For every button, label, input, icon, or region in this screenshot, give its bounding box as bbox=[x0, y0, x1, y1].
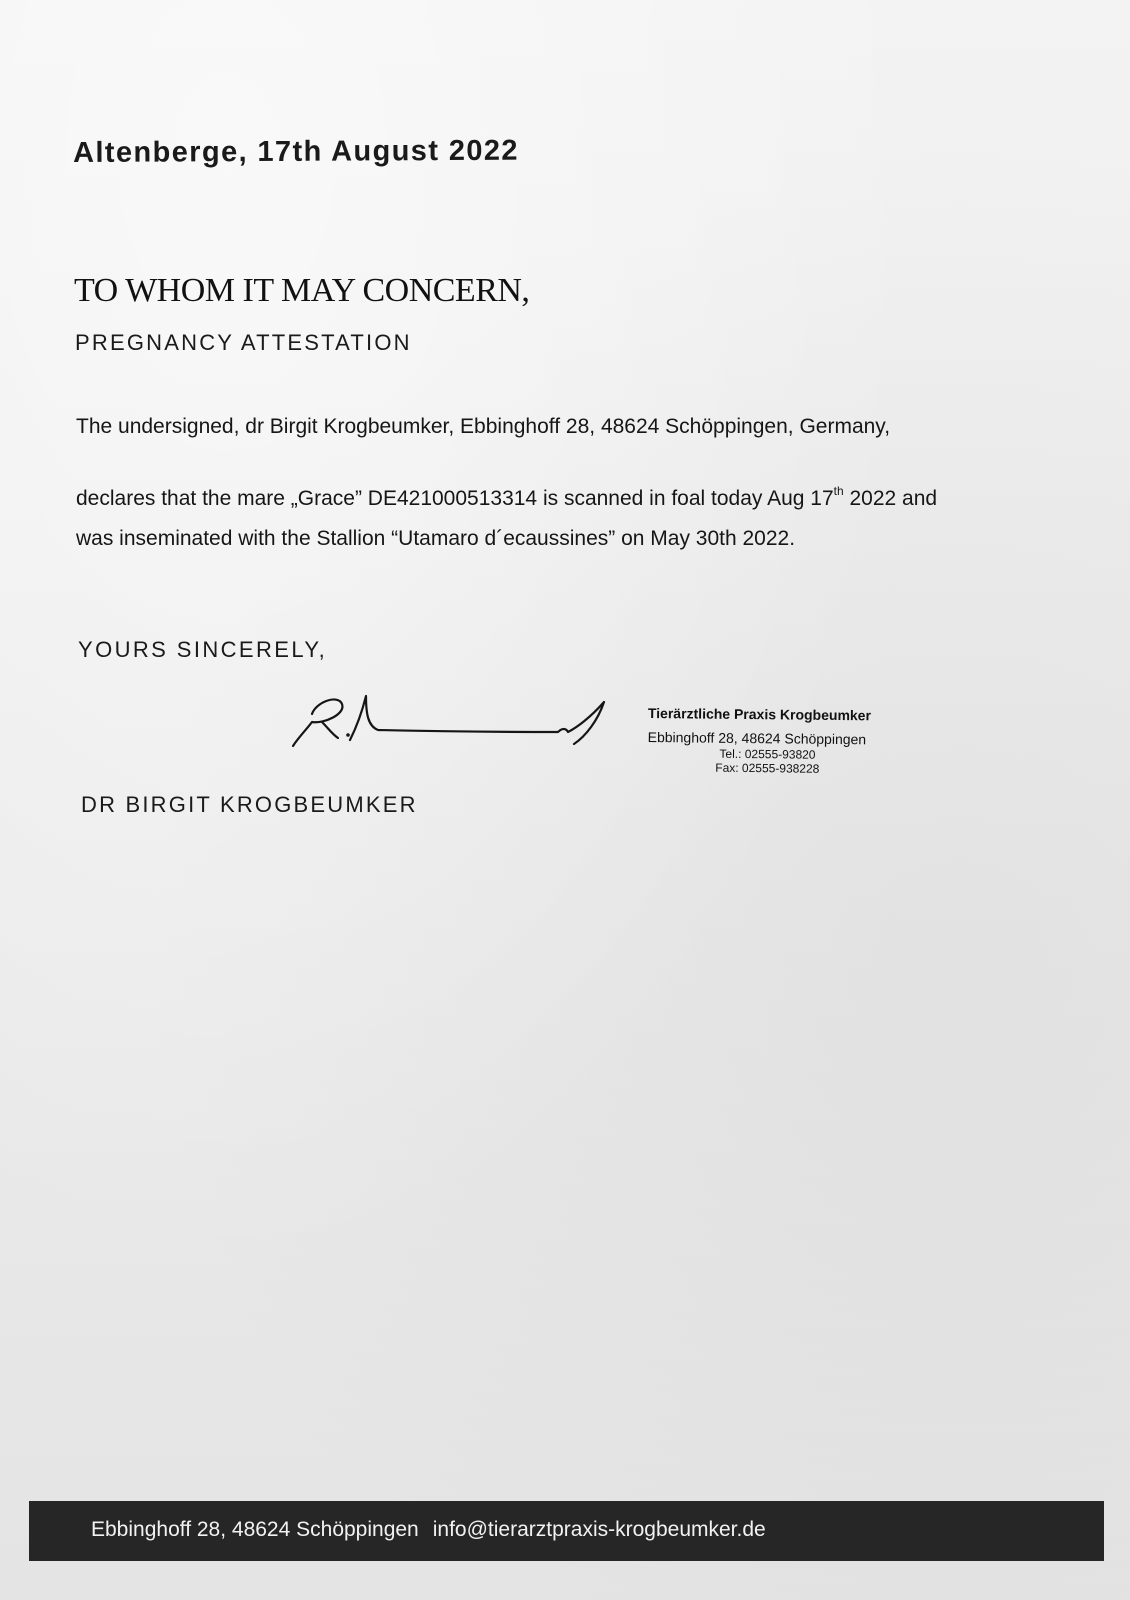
body-line-2-end: 2022 and bbox=[843, 487, 938, 510]
footer-contact bbox=[91, 1518, 766, 1542]
body-line-2-text: declares that the mare „Grace” DE421000513314 is scanned in foal today Aug 17 bbox=[76, 487, 834, 510]
subject-line: PREGNANCY ATTESTATION bbox=[75, 330, 412, 355]
stamp-practice-name: Tierärztliche Praxis Krogbeumker bbox=[647, 705, 872, 724]
body-line-2 bbox=[76, 486, 937, 511]
salutation-heading: TO WHOM IT MAY CONCERN, bbox=[74, 272, 530, 309]
footer-email: info@tierarztpraxis-krogbeumker.de bbox=[432, 1518, 766, 1541]
body-line-3: was inseminated with the Stallion “Utamaro d´ecaussines” on May 30th 2022. bbox=[76, 527, 796, 550]
ordinal-suffix: th bbox=[833, 484, 844, 498]
signer-name: DR BIRGIT KROGBEUMKER bbox=[81, 792, 418, 817]
footer-address: Ebbinghoff 28, 48624 Schöppingen bbox=[91, 1518, 419, 1541]
stamp-address: Ebbinghoff 28, 48624 Schöppingen bbox=[647, 728, 867, 748]
date-line: Altenberge, 17th August 2022 bbox=[73, 134, 520, 169]
closing-line: YOURS SINCERELY, bbox=[78, 637, 328, 662]
handwritten-signature bbox=[290, 688, 620, 758]
body-line-1: The undersigned, dr Birgit Krogbeumker, Ebbinghoff 28, 48624 Schöppingen, Germany, bbox=[76, 415, 891, 438]
stamp-phone: Tel.: 02555-93820 bbox=[719, 746, 816, 762]
practice-stamp bbox=[647, 705, 908, 777]
footer-bar bbox=[29, 1501, 1104, 1561]
stamp-fax: Fax: 02555-938228 bbox=[715, 760, 820, 776]
